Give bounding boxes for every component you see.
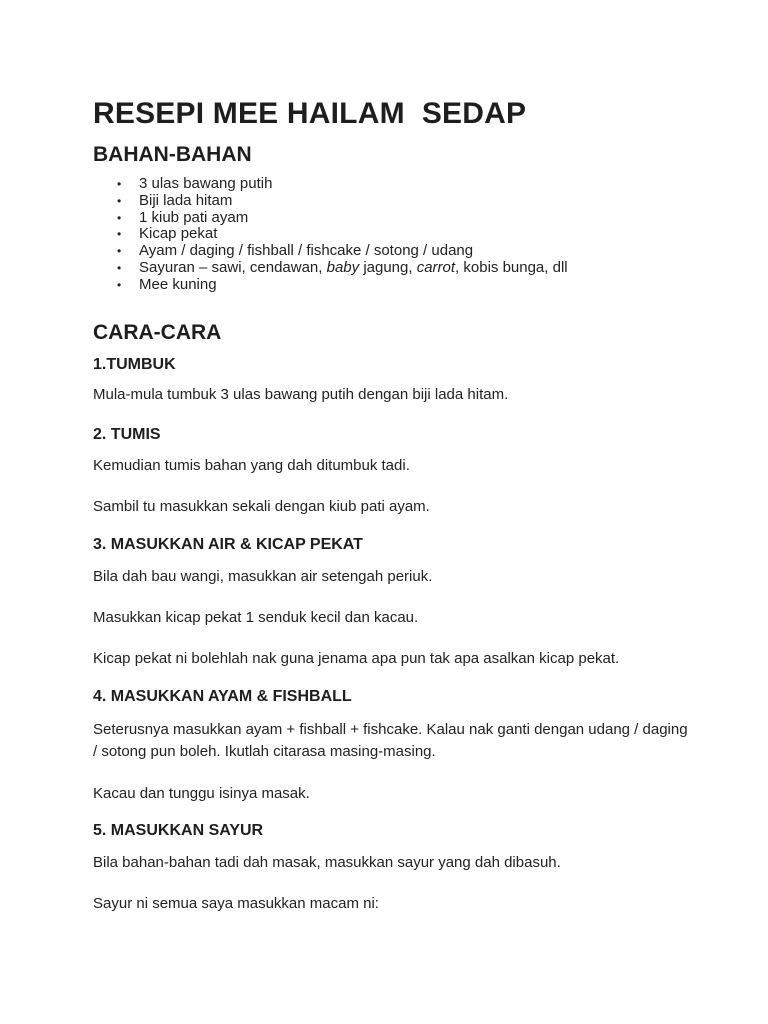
ingredient-item: • 3 ulas bawang putih bbox=[93, 176, 693, 193]
step-paragraph: Bila bahan-bahan tadi dah masak, masukkan sayur yang dah dibasuh. bbox=[93, 853, 561, 871]
step-paragraph: Mula-mula tumbuk 3 ulas bawang putih dengan biji lada hitam. bbox=[93, 385, 509, 403]
sayuran-italic-1: baby bbox=[326, 258, 360, 276]
step-paragraph: Bila dah bau wangi, masukkan air setengah periuk. bbox=[93, 567, 433, 585]
cara-heading: CARA-CARA bbox=[93, 320, 222, 344]
step-title: 3. MASUKKAN AIR & KICAP PEKAT bbox=[93, 535, 363, 553]
step-paragraph: Sambil tu masukkan sekali dengan kiub pati ayam. bbox=[93, 497, 430, 515]
ingredient-item: • Kicap pekat bbox=[93, 226, 693, 243]
ingredient-item: • Ayam / daging / fishball / fishcake / sotong / udang bbox=[93, 243, 693, 260]
page-title: RESEPI MEE HAILAM SEDAP bbox=[93, 97, 527, 130]
ingredient-list bbox=[93, 176, 693, 294]
ingredient-item: • Biji lada hitam bbox=[93, 193, 693, 210]
step-paragraph: Kacau dan tunggu isinya masak. bbox=[93, 784, 310, 802]
step-title: 4. MASUKKAN AYAM & FISHBALL bbox=[93, 687, 352, 705]
step-paragraph: Kemudian tumis bahan yang dah ditumbuk tadi. bbox=[93, 456, 410, 474]
sayuran-text-3: , kobis bunga, dll bbox=[455, 258, 568, 276]
sayuran-text-1: Sayuran – sawi, cendawan, bbox=[139, 258, 327, 276]
sayuran-text-2: jagung, bbox=[359, 258, 417, 276]
recipe-document bbox=[93, 97, 693, 915]
ingredient-item: • 1 kiub pati ayam bbox=[93, 210, 693, 227]
ingredient-item: • Mee kuning bbox=[93, 277, 693, 294]
sayuran-italic-2: carrot bbox=[416, 258, 456, 276]
bahan-heading: BAHAN-BAHAN bbox=[93, 143, 252, 166]
step-title: 1.TUMBUK bbox=[93, 355, 176, 373]
step-title: 5. MASUKKAN SAYUR bbox=[93, 821, 264, 839]
step-paragraph: Kicap pekat ni bolehlah nak guna jenama apa pun tak apa asalkan kicap pekat. bbox=[93, 649, 620, 667]
step-title: 2. TUMIS bbox=[93, 425, 161, 443]
step-paragraph: Masukkan kicap pekat 1 senduk kecil dan kacau. bbox=[93, 608, 419, 626]
step-paragraph: Seterusnya masukkan ayam + fishball + fishcake. Kalau nak ganti dengan udang / daging / sotong pun boleh. Ikutlah citarasa masing-masing. bbox=[93, 720, 688, 760]
ingredient-item-sayuran bbox=[93, 260, 693, 277]
step-paragraph: Sayur ni semua saya masukkan macam ni: bbox=[93, 894, 379, 912]
